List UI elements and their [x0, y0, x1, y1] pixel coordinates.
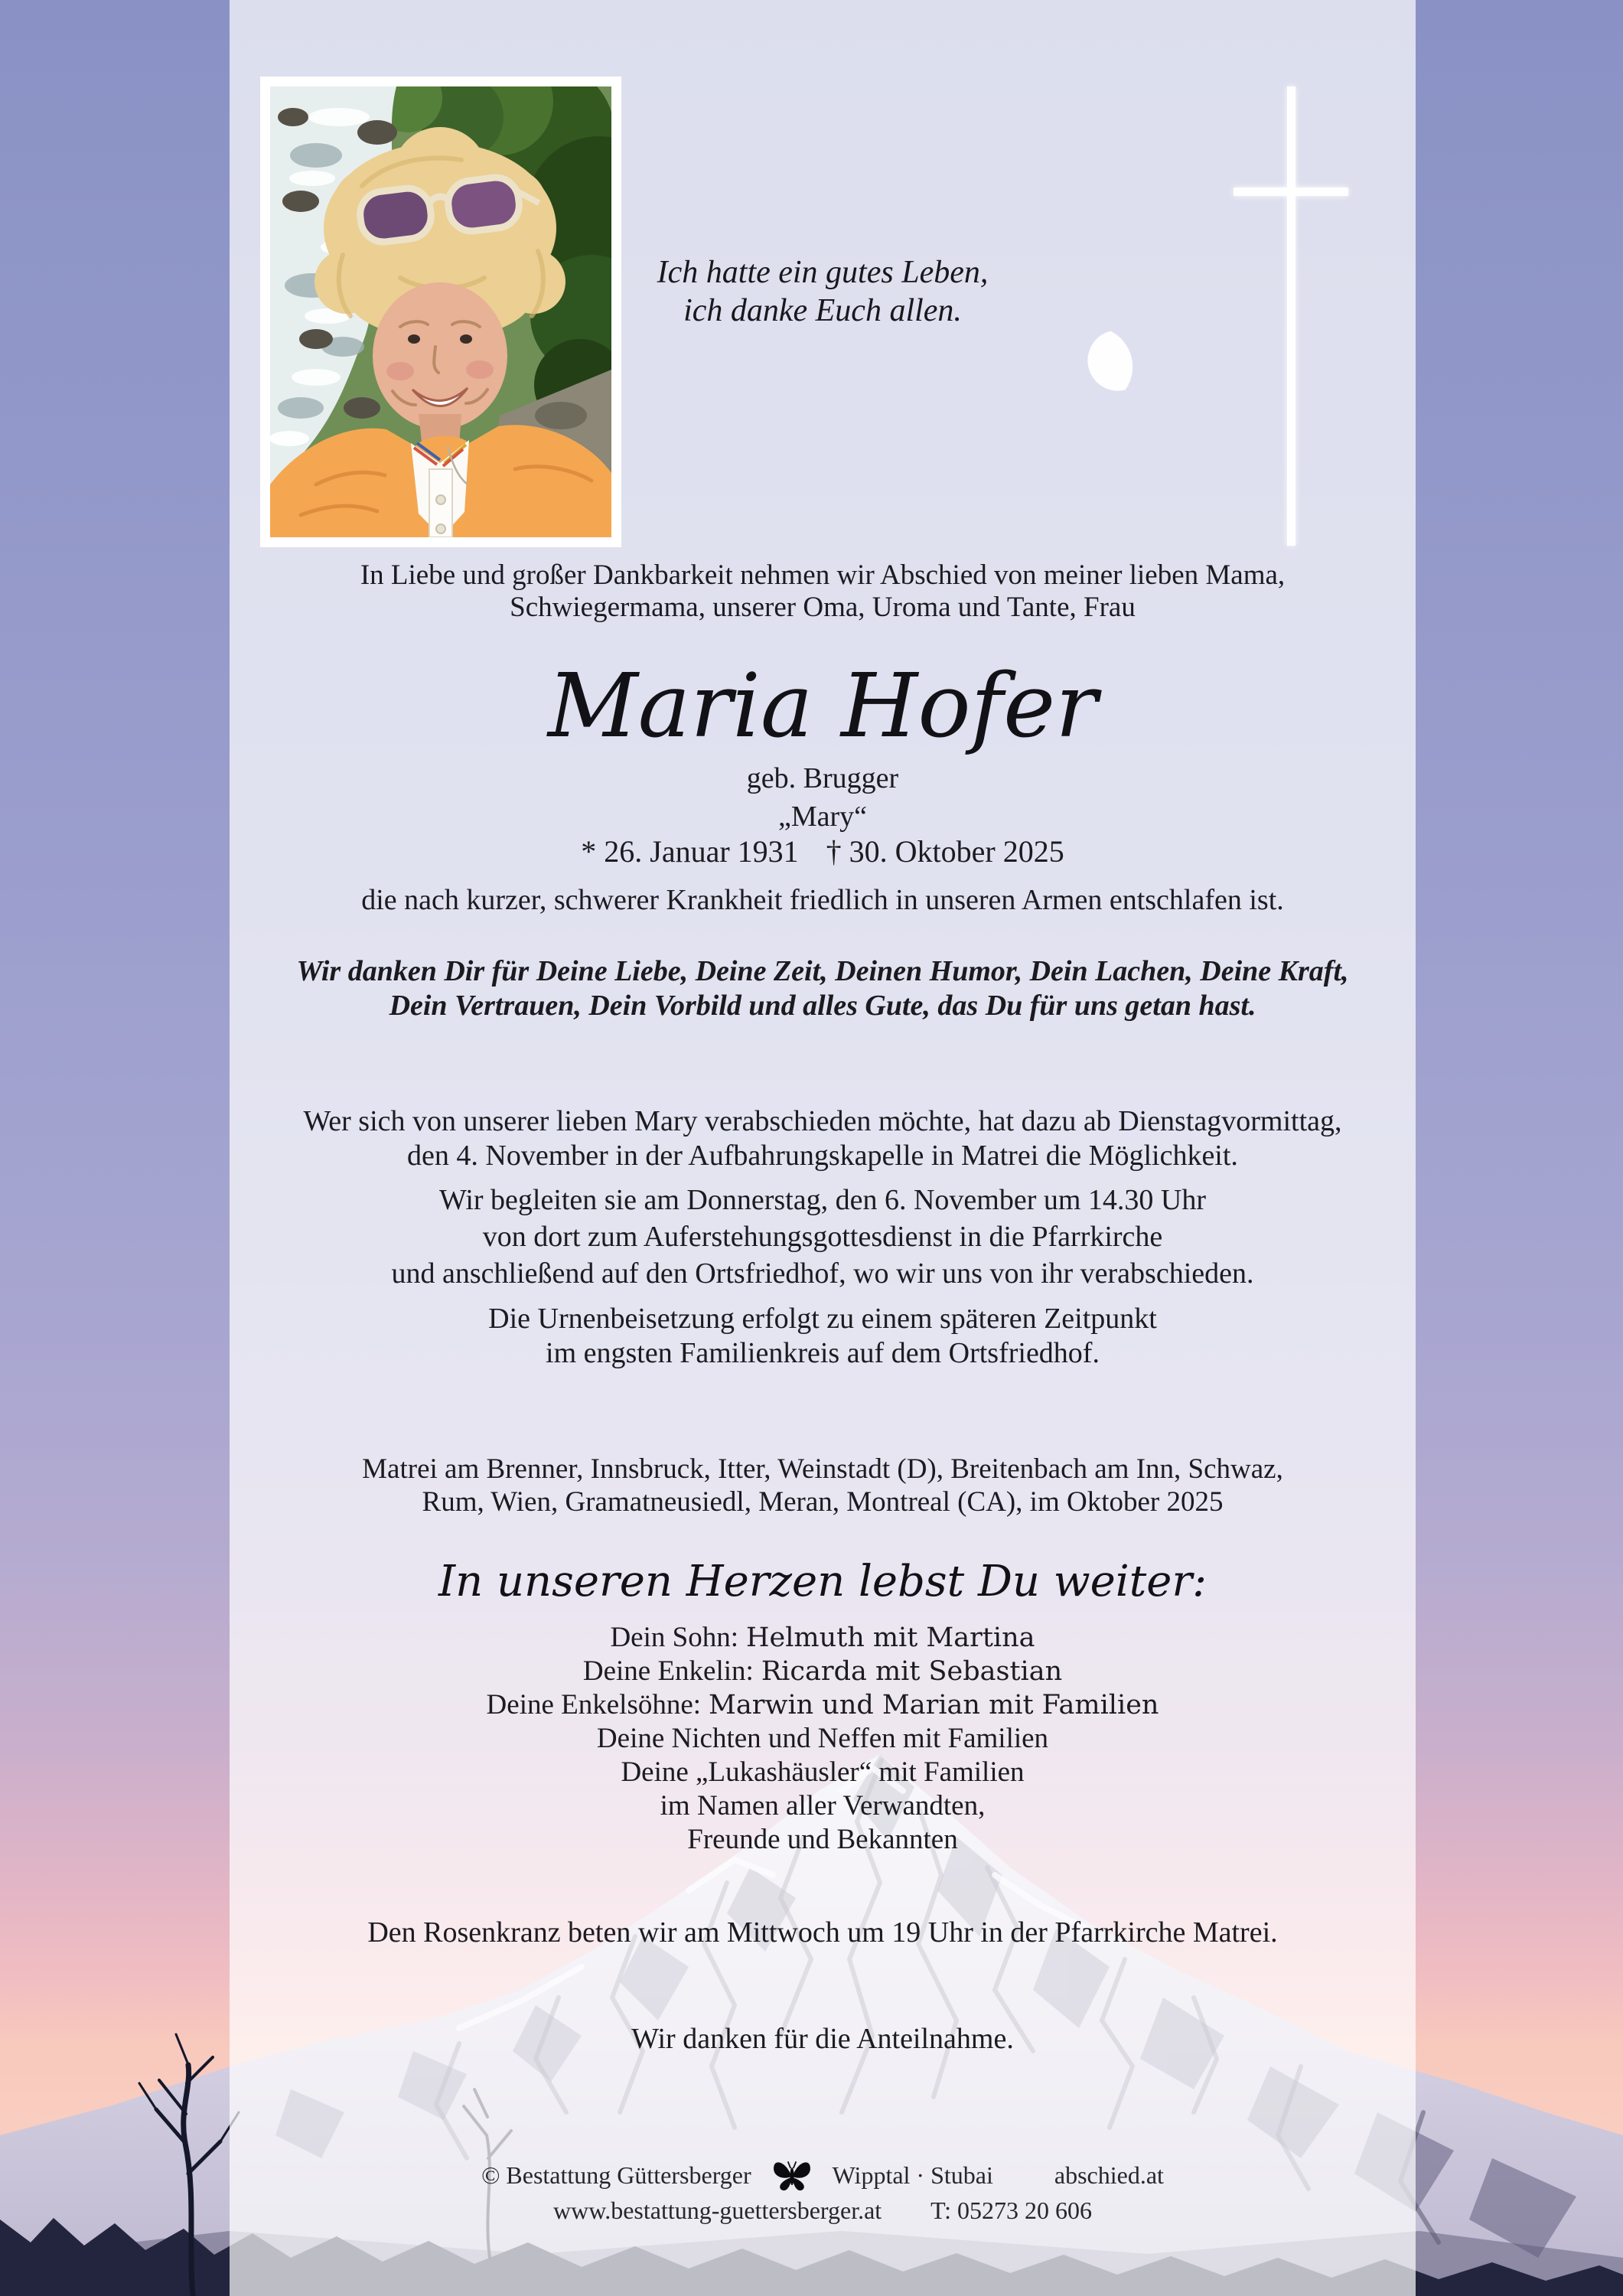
footer-region: Wipptal · Stubai — [832, 2161, 993, 2189]
funeral-paragraph — [230, 1182, 1416, 1292]
footer-portal: abschied.at — [1054, 2161, 1164, 2189]
family-line-son: Dein Sohn: Helmuth mit Martina — [610, 1622, 1035, 1653]
intro-line-1: In Liebe und großer Dankbarkeit nehmen wir Abschied von meiner lieben Mama, — [360, 559, 1286, 591]
funeral-line-2: von dort zum Auferstehungsgottesdienst in die Pfarrkirche — [482, 1221, 1163, 1253]
intro-line-2: Schwiegermama, unserer Oma, Uroma und Tante, Frau — [510, 592, 1136, 623]
funeral-line-3: und anschließend auf den Ortsfriedhof, wo wir uns von ihr verabschieden. — [391, 1257, 1254, 1290]
passing-line: die nach kurzer, schwerer Krankheit friedlich in unseren Armen entschlafen ist. — [361, 884, 1284, 916]
viewing-line-1: Wer sich von unserer lieben Mary verabschieden möchte, hat dazu ab Dienstagvormittag, — [303, 1105, 1342, 1137]
footer-phone: T: 05273 20 606 — [930, 2197, 1093, 2224]
thanks-paragraph — [230, 954, 1416, 1023]
rosary-line: Den Rosenkranz beten wir am Mittwoch um 19 Uhr in der Pfarrkirche Matrei. — [367, 1916, 1278, 1949]
family-line-granddaughter: Deine Enkelin: Ricarda mit Sebastian — [582, 1655, 1063, 1687]
urn-paragraph — [230, 1302, 1416, 1371]
viewing-line-2: den 4. November in der Aufbahrungskapelle in Matrei die Möglichkeit. — [407, 1140, 1238, 1172]
butterfly-icon — [771, 2157, 813, 2193]
sympathy-line: Wir danken für die Anteilnahme. — [631, 2023, 1014, 2055]
funeral-line-1: Wir begleiten sie am Donnerstag, den 6. November um 14.30 Uhr — [438, 1184, 1207, 1216]
life-quote — [230, 253, 1416, 330]
funeral-home-name: © Bestattung Güttersberger — [481, 2161, 751, 2189]
birth-date: * 26. Januar 1931 — [581, 834, 799, 869]
family-line-nieces: Deine Nichten und Neffen mit Familien — [596, 1723, 1049, 1754]
family-line-friends: Freunde und Bekannten — [687, 1824, 958, 1855]
family-line-relatives: im Namen aller Verwandten, — [660, 1790, 986, 1821]
urn-line-2: im engsten Familienkreis auf dem Ortsfriedhof. — [546, 1337, 1100, 1369]
quote-line-1: Ich hatte ein gutes Leben, — [657, 255, 989, 290]
places-line-1: Matrei am Brenner, Innsbruck, Itter, Weinstadt (D), Breitenbach am Inn, Schwaz, — [362, 1453, 1283, 1485]
family-line-lukashaeusler: Deine „Lukashäusler“ mit Familien — [621, 1756, 1025, 1788]
thanks-line-1: Wir danken Dir für Deine Liebe, Deine Zeit, Deinen Humor, Dein Lachen, Deine Kraft, — [296, 955, 1349, 987]
intro-paragraph — [230, 559, 1416, 624]
footer-line-2 — [230, 2193, 1416, 2227]
deceased-name: Maria Hofer — [547, 655, 1098, 758]
family-list — [230, 1621, 1416, 1857]
family-line-grandsons: Deine Enkelsöhne: Marwin und Marian mit Familien — [486, 1689, 1159, 1720]
places-paragraph — [230, 1453, 1416, 1518]
nickname: „Mary“ — [777, 801, 868, 833]
footer-line-1 — [230, 2157, 1416, 2193]
closing-heading: In unseren Herzen lebst Du weiter: — [438, 1557, 1207, 1606]
quote-line-2: ich danke Euch allen. — [683, 293, 962, 328]
life-dates — [230, 833, 1416, 870]
places-line-2: Rum, Wien, Gramatneusiedl, Meran, Montreal (CA), im Oktober 2025 — [422, 1486, 1224, 1518]
thanks-line-2: Dein Vertrauen, Dein Vorbild und alles Gute, das Du für uns getan hast. — [389, 990, 1256, 1022]
moon-icon — [1084, 326, 1152, 395]
viewing-paragraph — [230, 1104, 1416, 1173]
birth-name: geb. Brugger — [746, 762, 899, 794]
death-date: † 30. Oktober 2025 — [826, 834, 1064, 869]
urn-line-1: Die Urnenbeisetzung erfolgt zu einem späteren Zeitpunkt — [488, 1303, 1157, 1335]
footer-website: www.bestattung-guettersberger.at — [552, 2197, 882, 2224]
